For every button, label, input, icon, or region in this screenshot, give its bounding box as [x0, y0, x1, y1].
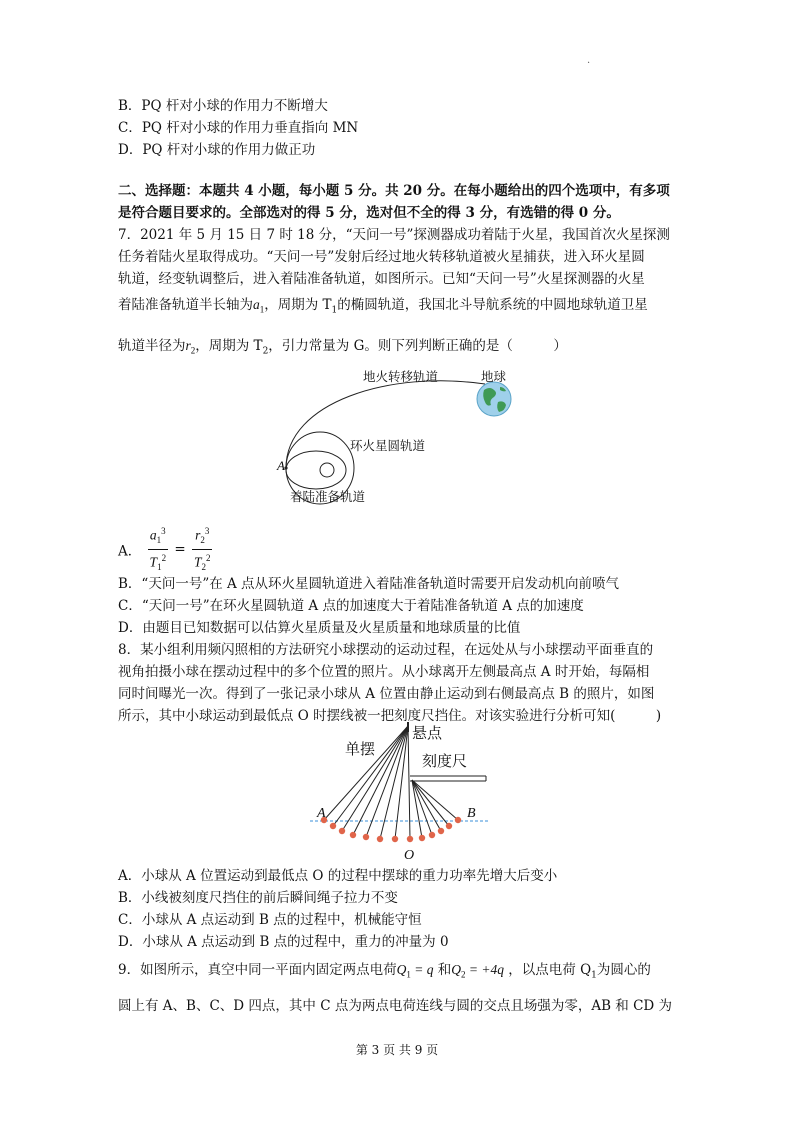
q7-line-1: 7．2021 年 5 月 15 日 7 时 18 分，“天问一号”探测器成功着陆于火星，我国首次火星探测	[118, 227, 670, 243]
q8-line-1: 8．某小组利用频闪照相的方法研究小球摆动的运动过程，在远处从与小球摆动平面垂直的	[118, 642, 654, 658]
pendulum-ball	[377, 836, 383, 842]
q8-option-d: D．小球从 A 点运动到 B 点的过程中，重力的冲量为 0	[118, 934, 449, 950]
section-heading-line-1: 二、选择题：本题共 4 小题，每小题 5 分。共 20 分。在每小题给出的四个选项中，有多项	[118, 183, 670, 199]
q6-option-b: B．PQ 杆对小球的作用力不断增大	[118, 98, 328, 114]
pendulum-label: 单摆	[345, 740, 376, 758]
formula-left: $\frac{a_1^3}{T_1^2}$	[148, 523, 169, 576]
pendulum-ball	[438, 828, 444, 834]
transfer-orbit	[286, 381, 485, 468]
pendulum-ball	[363, 834, 369, 840]
pendulum-ball	[429, 832, 435, 838]
earth-label: 地球	[481, 369, 507, 384]
q9-line-1: 9．如图所示，真空中同一平面内固定两点电荷$Q_1 = q$ 和$Q_2 = +4q$ ，以点电荷 $Q_1$为圆心的	[118, 962, 651, 981]
q7-line-3: 轨道，经变轨调整后，进入着陆准备轨道，如图所示。已知“天问一号”火星探测器的火星	[118, 271, 645, 287]
q6-option-d: D．PQ 杆对小球的作用力做正功	[118, 142, 316, 158]
mars	[320, 463, 334, 477]
pendulum-ball	[407, 836, 413, 842]
q6-option-c: C．PQ 杆对小球的作用力垂直指向 MN	[118, 120, 359, 136]
q7-line-4-text-a: 着陆准备轨道半长轴为	[118, 297, 253, 313]
q7-option-c: C．“天问一号”在环火星圆轨道 A 点的加速度大于着陆准备轨道 A 点的加速度	[118, 598, 584, 614]
q7-option-a: A． $\frac{a_1^3}{T_1^2}$ = $\frac{r_2^3}{T_2^2}$	[118, 523, 214, 576]
q9-charge-q1: $Q_1 = q$	[396, 962, 434, 980]
q8-point-o-label: O	[404, 848, 415, 863]
section-heading-line-2: 是符合题目要求的。全部选对的得 5 分，选对但不全的得 3 分，有选错的得 0 分。	[118, 205, 620, 221]
pendulum-ball	[350, 832, 356, 838]
pendulum-ball	[330, 823, 336, 829]
q8-option-c: C．小球从 A 点运动到 B 点的过程中，机械能守恒	[118, 912, 422, 928]
q7-line-4: 着陆准备轨道半长轴为$a_1$，周期为 $T_1$的椭圆轨道，我国北斗导航系统的中圆地球轨道卫星	[118, 297, 648, 316]
q8-line-2: 视角拍摄小球在摆动过程中的多个位置的照片。从小球离开左侧最高点 A 时开始，每隔相	[118, 664, 650, 680]
pendulum-figure	[300, 718, 500, 866]
earth-globe	[477, 382, 511, 416]
pendulum-ball	[339, 828, 345, 834]
q7-var-r2: $r_2$	[185, 338, 196, 356]
q7-line-2: 任务着陆火星取得成功。“天问一号”发射后经过地火转移轨道被火星捕获，进入环火星圆	[118, 249, 645, 265]
ruler-label: 刻度尺	[422, 752, 468, 770]
top-mark: ·	[587, 58, 591, 69]
circular-orbit-label: 环火星圆轨道	[350, 438, 426, 453]
page-footer: 第 3 页 共 9 页	[355, 1043, 439, 1057]
q8-line-3: 同时间曝光一次。得到了一张记录小球从 A 位置由静止运动到右侧最高点 B 的照片，如图	[118, 686, 655, 702]
pendulum-ball	[419, 835, 425, 841]
q9-line-2: 圆上有 A、B、C、D 四点，其中 C 点为两点电荷连线与圆的交点且场强为零，AB 和 CD 为	[118, 998, 673, 1014]
q7-line-4-text-c: 的椭圆轨道，我国北斗导航系统的中圆地球轨道卫星	[337, 297, 648, 313]
q7-option-b: B．“天问一号”在 A 点从环火星圆轨道进入着陆准备轨道时需要开启发动机向前喷气	[118, 576, 620, 592]
q7-line-5: 轨道半径为$r_2$，周期为 $T_2$，引力常量为 G。则下列判断正确的是（ ）	[118, 338, 567, 357]
pendulum-string	[412, 780, 449, 826]
pivot-label: 悬点	[412, 724, 443, 742]
q8-point-b-label: B	[467, 806, 476, 821]
q7-var-a1: $a_1$	[253, 297, 265, 315]
q8-line-4: 所示，其中小球运动到最低点 O 时摆线被一把刻度尺挡住。对该实验进行分析可知( )	[118, 708, 662, 724]
q9-charge-q2: $Q_2 = +4q$	[451, 962, 504, 980]
q8-point-a-label: A	[317, 806, 326, 821]
q7-point-a-label: A	[277, 458, 285, 473]
q7-line-4-text-b: ，周期为 T	[264, 297, 332, 313]
pendulum-string	[408, 726, 410, 839]
pendulum-ball	[392, 836, 398, 842]
formula-right: $\frac{r_2^3}{T_2^2}$	[192, 523, 213, 576]
pendulum-ball	[455, 817, 461, 823]
pendulum-ball	[446, 823, 452, 829]
transfer-orbit-label: 地火转移轨道	[363, 369, 439, 384]
q8-option-b: B．小线被刻度尺挡住的前后瞬间绳子拉力不变	[118, 890, 398, 906]
landing-orbit	[286, 451, 346, 489]
pendulum-string	[380, 726, 408, 839]
q7-option-d: D．由题目已知数据可以估算火星质量及火星质量和地球质量的比值	[118, 620, 521, 636]
landing-orbit-label: 着陆准备轨道	[290, 489, 366, 504]
q8-option-a: A．小球从 A 位置运动到最低点 O 的过程中摆球的重力功率先增大后变小	[118, 868, 558, 884]
